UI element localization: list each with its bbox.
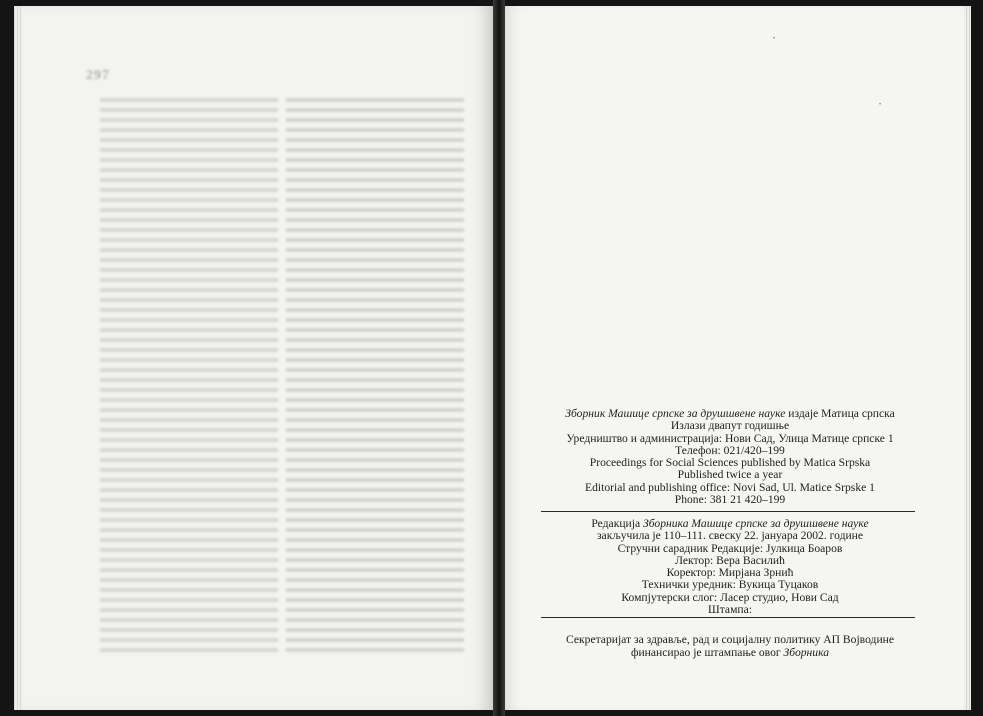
typesetting-line: Компјутерски слог: Ласер студио, Нови Сад [621, 590, 839, 604]
publisher-line-6: Published twice a year [677, 468, 783, 482]
credits-block [545, 518, 915, 616]
book-spine [493, 0, 505, 716]
printing-line: Штампа: [708, 603, 752, 617]
publisher-line-1: Зборник Машице српске за друшшвене науке издаје Матица српска [565, 407, 895, 420]
divider-rule [541, 511, 915, 512]
publisher-line-7: Editorial and publishing office: Novi Sad, Ul. Matice Srpske 1 [585, 480, 875, 494]
publisher-line-5: Proceedings for Social Sciences published by Matica Srpska [589, 456, 871, 470]
associate-line: Стручни сарадник Редакције: Јулкица Боаров [617, 541, 843, 555]
divider-rule [541, 617, 915, 618]
page-number: 297 [86, 68, 110, 83]
technical-editor-line: Технички уредник: Вукица Туцаков [641, 578, 819, 592]
publisher-line-2: Излази двапут годишње [670, 419, 790, 433]
funding-line-2: финансирао је штампање овог Зборника [630, 645, 830, 659]
publisher-line-8: Phone: 381 21 420–199 [674, 493, 786, 507]
bleed-through-text-column-right [286, 98, 464, 658]
page-edge-left [14, 6, 22, 710]
funding-note [545, 634, 915, 660]
publisher-line-4: Телефон: 021/420–199 [675, 443, 785, 457]
speck-mark: • [879, 102, 882, 108]
closing-line: закључила је 110–111. свеску 22. јануара 2002. године [596, 529, 864, 543]
proofreader-line: Коректор: Мирјана Зрнић [666, 566, 794, 580]
publisher-line-3: Уредништво и администрација: Нови Сад, Улица Матице српске 1 [566, 431, 894, 445]
lector-line: Лектор: Вера Василић [675, 553, 785, 567]
page-edge-right [964, 6, 971, 710]
funding-line-1: Секретаријат за здравље, рад и социјалну политику АП Војводине [566, 633, 894, 646]
editorial-line: Редакција Зборника Машице српске за друшшвене науке [591, 517, 869, 530]
left-page [14, 6, 493, 710]
right-page [505, 6, 971, 710]
publisher-info [545, 408, 915, 506]
bleed-through-text-column-left [100, 98, 278, 654]
speck-mark: • [773, 36, 776, 42]
